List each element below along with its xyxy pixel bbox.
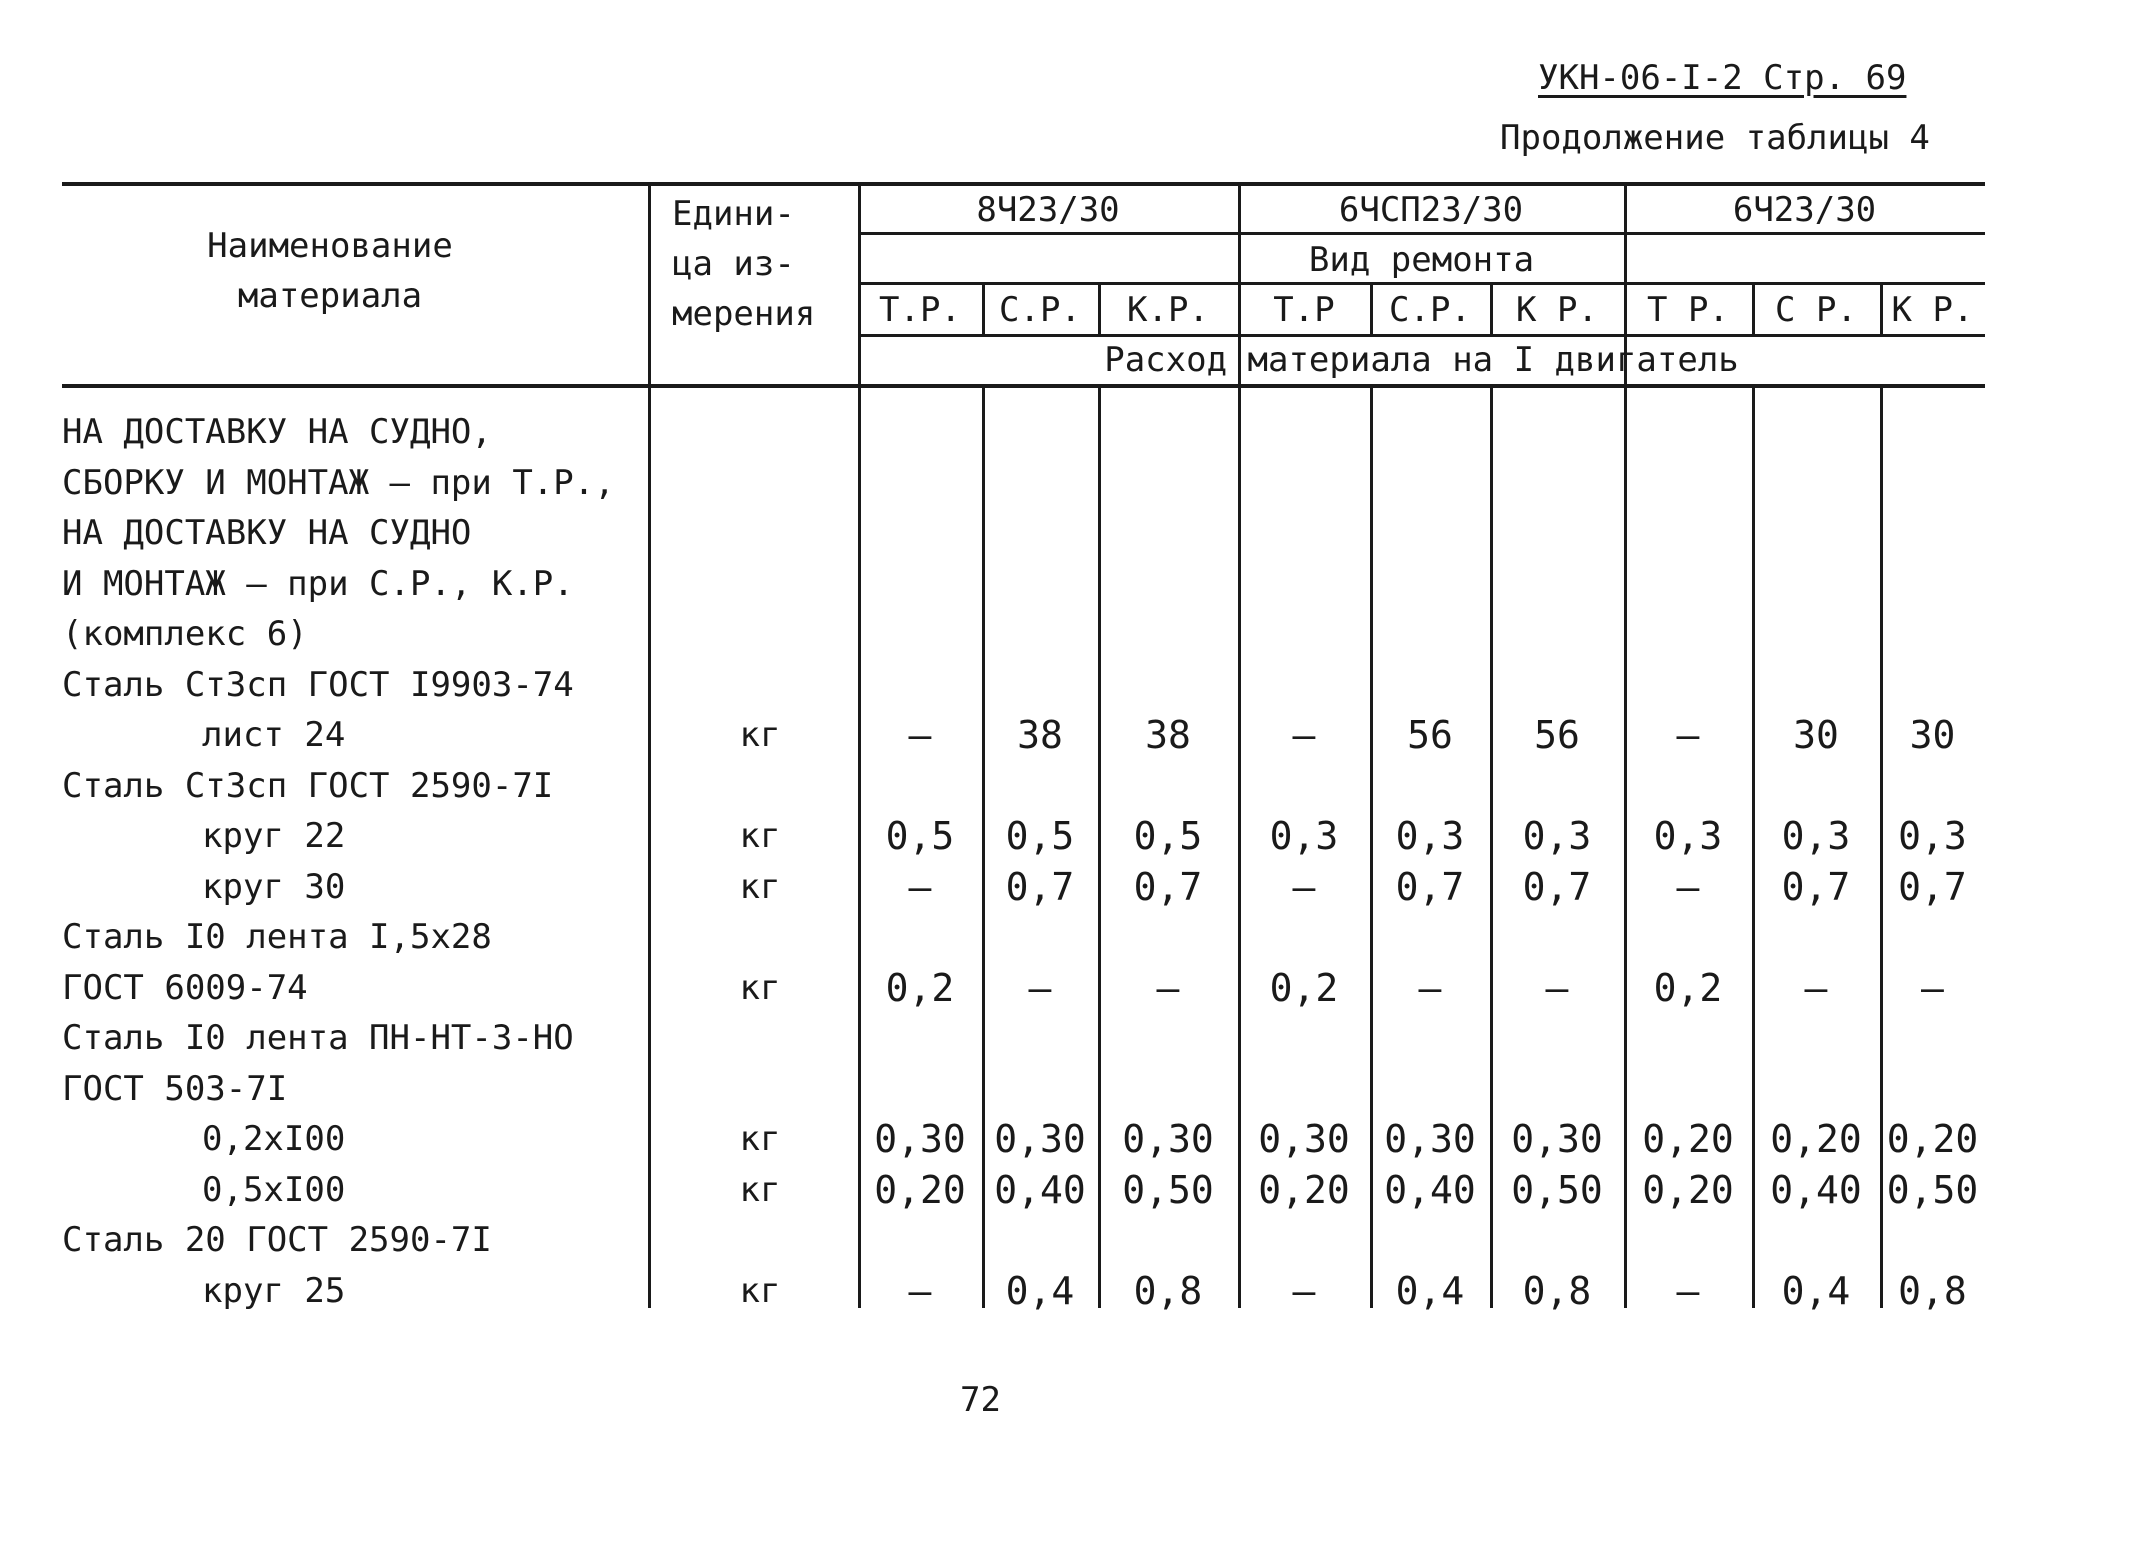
material-name: СБОРКУ И МОНТАЖ – при Т.Р., (62, 462, 615, 503)
unit-value: кг (739, 1270, 781, 1311)
consumption-value: – (1028, 965, 1052, 1010)
consumption-value: 0,3 (1898, 814, 1967, 858)
consumption-value: 0,7 (1522, 864, 1592, 909)
repair-type-header: Вид ремонта (1308, 240, 1535, 280)
consumption-value: 0,2 (1269, 965, 1339, 1010)
material-name: Сталь 20 ГОСТ 2590-7I (62, 1220, 492, 1260)
consumption-value: – (908, 864, 932, 909)
repair-type-label: С Р. (1775, 290, 1857, 330)
repair-type-label: К Р. (1891, 290, 1974, 330)
material-name: круг 30 (202, 866, 346, 907)
unit-value: кг (739, 967, 781, 1008)
material-name: НА ДОСТАВКУ НА СУДНО (62, 513, 472, 553)
consumption-value: 0,7 (1005, 864, 1075, 909)
material-name: И МОНТАЖ – при С.Р., К.Р. (62, 563, 574, 604)
material-name: Сталь I0 лента ПН-НТ-3-НО (62, 1018, 574, 1058)
consumption-value: 0,7 (1898, 864, 1967, 909)
consumption-header: Расход материала на I двигатель (1104, 340, 1739, 380)
repair-type-label: С.Р. (1389, 290, 1471, 330)
unit-value: кг (739, 866, 781, 907)
material-name: НА ДОСТАВКУ НА СУДНО, (62, 412, 492, 452)
document-reference: УКН-06-I-2 Стр. 69 (1538, 58, 1907, 98)
consumption-value: 0,20 (874, 1167, 966, 1212)
repair-type-label: С.Р. (999, 290, 1081, 330)
consumption-value: 0,5 (1133, 814, 1203, 858)
table-continuation-note: Продолжение таблицы 4 (1500, 118, 1930, 158)
consumption-value: 0,20 (1642, 1167, 1734, 1212)
repair-type-label: Т Р. (1647, 290, 1729, 330)
consumption-value: – (1676, 1268, 1700, 1313)
material-name-header: Наименование (207, 226, 453, 266)
repair-type-label: К Р. (1516, 290, 1598, 330)
consumption-value: 0,8 (1133, 1268, 1203, 1313)
unit-value: кг (739, 816, 781, 856)
material-name: 0,2xI00 (202, 1119, 346, 1159)
material-name: Сталь Ст3сп ГОСТ 2590-7I (62, 765, 554, 806)
consumption-value: 0,7 (1395, 864, 1465, 909)
consumption-value: – (1804, 965, 1828, 1010)
consumption-value: 0,50 (1511, 1167, 1603, 1212)
material-name: лист 24 (202, 715, 346, 755)
consumption-value: 0,2 (1653, 965, 1723, 1010)
consumption-value: 38 (1017, 713, 1063, 757)
consumption-value: 0,7 (1133, 864, 1203, 909)
material-name: ГОСТ 503-7I (62, 1068, 288, 1109)
unit-value: кг (739, 715, 781, 755)
material-name-header: материала (237, 276, 423, 316)
consumption-value: 0,5 (885, 814, 955, 858)
consumption-value: – (1292, 1268, 1316, 1313)
page-number: 72 (960, 1380, 1001, 1420)
consumption-value: 0,4 (1781, 1268, 1851, 1313)
consumption-value: – (908, 1268, 932, 1313)
consumption-value: 0,3 (1395, 814, 1465, 858)
material-name: круг 25 (202, 1270, 346, 1311)
consumption-value: 30 (1909, 713, 1956, 757)
engine-header-rule (858, 232, 1985, 235)
repair-header-rule (858, 282, 1985, 285)
consumption-value: 0,7 (1781, 864, 1851, 909)
unit-header: мерения (672, 294, 816, 334)
consumption-value: 0,3 (1781, 814, 1851, 858)
consumption-value: – (1676, 864, 1700, 909)
consumption-value: 0,20 (1770, 1117, 1862, 1161)
material-name: круг 22 (202, 816, 346, 856)
repair-type-label: Т.Р. (879, 290, 961, 330)
consumption-value: 0,20 (1886, 1117, 1979, 1161)
consumption-value: 0,30 (994, 1117, 1086, 1161)
consumption-value: 0,30 (874, 1117, 966, 1161)
repair-type-label: К.Р. (1127, 290, 1209, 330)
consumption-value: 56 (1534, 713, 1580, 757)
table-top-rule (62, 182, 1985, 186)
consumption-value: 0,4 (1005, 1268, 1075, 1313)
consumption-value: 0,8 (1898, 1268, 1967, 1313)
consumption-value: 56 (1407, 713, 1453, 757)
consumption-value: 0,30 (1384, 1117, 1476, 1161)
unit-value: кг (739, 1119, 781, 1159)
consumption-value: 0,5 (1005, 814, 1075, 858)
consumption-value: 0,4 (1395, 1268, 1465, 1313)
repair-types-bottom-rule (858, 334, 1985, 337)
consumption-value: – (1676, 713, 1700, 757)
consumption-value: – (1156, 965, 1180, 1010)
consumption-value: 0,3 (1522, 814, 1592, 858)
repair-type-label: Т.Р (1273, 290, 1335, 330)
consumption-value: 0,20 (1642, 1117, 1734, 1161)
consumption-value: – (1292, 864, 1316, 909)
unit-value: кг (739, 1169, 781, 1210)
consumption-value: 0,50 (1122, 1167, 1214, 1212)
consumption-value: 0,40 (1384, 1167, 1476, 1212)
consumption-value: 0,3 (1269, 814, 1339, 858)
consumption-value: 0,2 (885, 965, 955, 1010)
consumption-value: 0,40 (994, 1167, 1086, 1212)
column-divider (648, 182, 651, 1308)
engine-header: 6Ч23/30 (1732, 190, 1877, 230)
consumption-value: 0,30 (1258, 1117, 1350, 1161)
consumption-value: 0,40 (1770, 1167, 1862, 1212)
engine-header: 8Ч23/30 (976, 190, 1120, 230)
material-name: 0,5xI00 (202, 1169, 346, 1210)
material-name: Сталь Ст3сп ГОСТ I9903-74 (62, 664, 574, 705)
material-name: ГОСТ 6009-74 (62, 967, 308, 1008)
unit-header: ца из- (672, 244, 795, 284)
consumption-value: – (1545, 965, 1569, 1010)
consumption-value: 0,30 (1511, 1117, 1603, 1161)
consumption-value: 30 (1793, 713, 1839, 757)
consumption-value: 0,8 (1522, 1268, 1592, 1313)
consumption-value: 38 (1145, 713, 1191, 757)
table-header-bottom-rule (62, 384, 1985, 388)
consumption-value: 0,3 (1653, 814, 1723, 858)
consumption-value: – (1921, 965, 1944, 1010)
engine-header: 6ЧСП23/30 (1338, 190, 1524, 230)
consumption-value: 0,20 (1258, 1167, 1350, 1212)
material-name: (комплекс 6) (62, 614, 308, 654)
consumption-value: – (1292, 713, 1316, 757)
material-name: Сталь I0 лента I,5x28 (62, 917, 492, 957)
unit-header: Едини- (672, 194, 795, 234)
consumption-value: – (908, 713, 932, 757)
consumption-value: – (1418, 965, 1442, 1010)
consumption-value: 0,50 (1886, 1167, 1979, 1212)
consumption-value: 0,30 (1122, 1117, 1214, 1161)
